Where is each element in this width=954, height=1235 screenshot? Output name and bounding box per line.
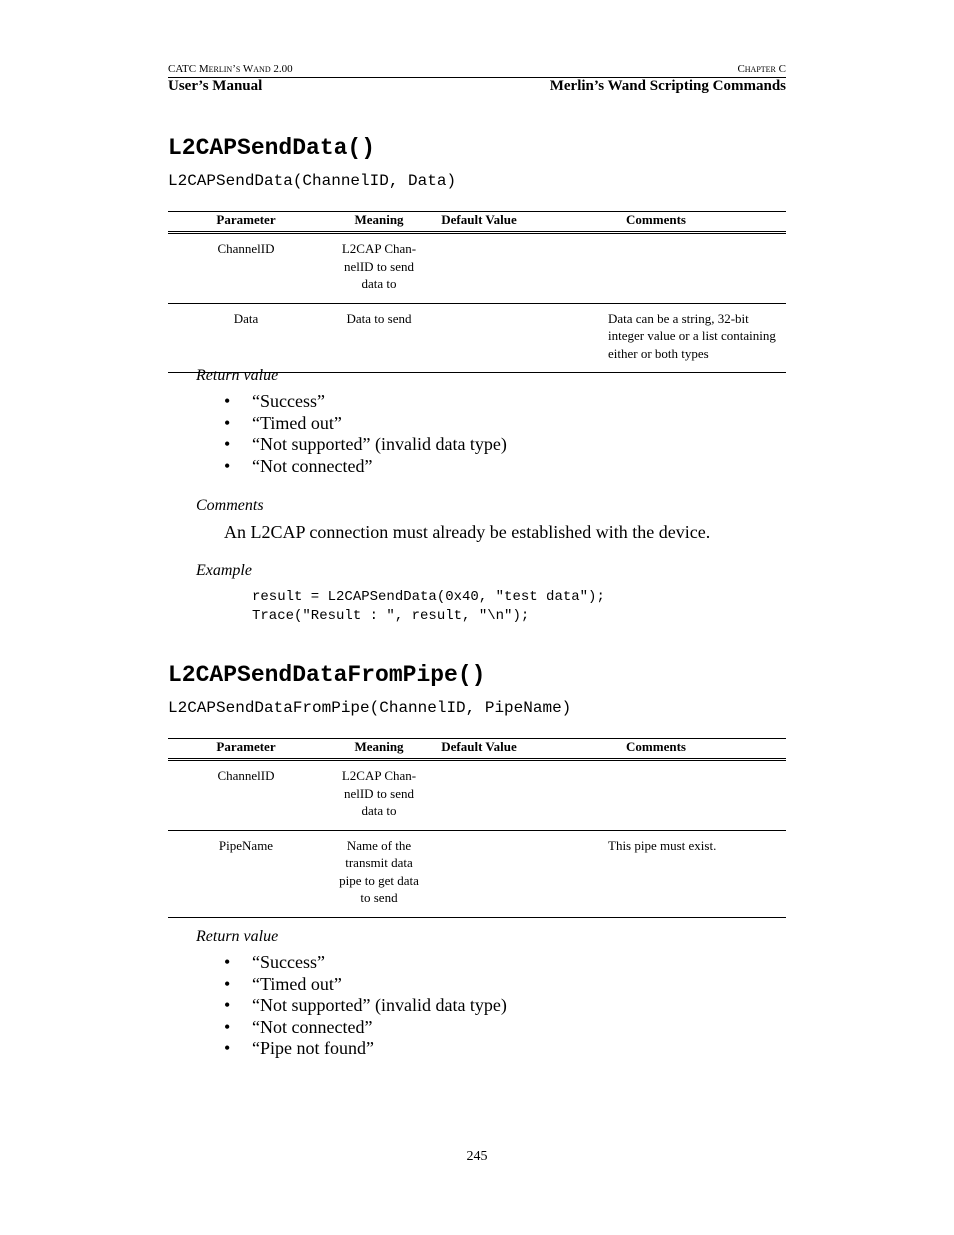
cell-parameter: ChannelID	[217, 768, 275, 783]
column-header-parameter: Parameter	[168, 739, 324, 760]
cell-meaning: L2CAP Chan-nelID to send data to	[341, 768, 417, 818]
column-header-comments: Comments	[524, 212, 786, 233]
return-value-label: Return value	[196, 928, 279, 945]
header-chapter-title: Merlin’s Wand Scripting Commands	[549, 78, 786, 94]
list-item: • “Not connected”	[224, 455, 373, 476]
list-item: • “Timed out”	[224, 412, 342, 433]
header-manual-name: User’s Manual	[168, 78, 263, 94]
running-header-top	[168, 63, 786, 77]
list-item: • “Not connected”	[224, 1016, 373, 1037]
list-item: • “Success”	[224, 952, 325, 972]
cell-comments	[524, 760, 786, 831]
cell-meaning: Data to send	[346, 310, 412, 326]
cell-default	[434, 760, 524, 831]
column-header-parameter: Parameter	[168, 212, 324, 233]
column-header-meaning: Meaning	[324, 739, 434, 760]
table-header-row	[168, 212, 786, 233]
table-header-row	[168, 739, 786, 760]
cell-comments: This pipe must exist.	[608, 837, 717, 853]
cell-default	[434, 303, 524, 373]
column-header-default-value: Default Value	[434, 212, 524, 233]
parameter-table	[168, 738, 786, 918]
table-row	[168, 233, 786, 304]
column-header-comments: Comments	[524, 739, 786, 760]
return-value-list	[224, 391, 507, 477]
cell-default	[434, 233, 524, 304]
cell-comments: Data can be a string, 32-bit integer value or a list containing either or both types	[608, 310, 776, 361]
comments-text: An L2CAP connection must already be established with the device.	[224, 522, 711, 542]
table-row	[168, 830, 786, 917]
cell-comments	[524, 233, 786, 304]
header-chapter: Chapter C	[737, 63, 786, 75]
cell-parameter: PipeName	[218, 837, 274, 853]
code-line: result = L2CAPSendData(0x40, "test data");	[252, 589, 605, 605]
list-item: • “Not supported” (invalid data type)	[224, 995, 507, 1016]
cell-parameter: Data	[233, 310, 259, 326]
function-signature: L2CAPSendDataFromPipe(ChannelID, PipeName)	[168, 699, 572, 717]
code-line: Trace("Result : ", result, "\n");	[252, 608, 530, 624]
column-header-meaning: Meaning	[324, 212, 434, 233]
parameter-table	[168, 211, 786, 373]
return-value-list	[224, 952, 507, 1060]
page-number: 245	[466, 1149, 488, 1164]
cell-default	[434, 830, 524, 917]
column-header-default-value: Default Value	[434, 739, 524, 760]
return-value-label: Return value	[196, 367, 279, 384]
example-code	[252, 588, 605, 626]
section-title: L2CAPSendData()	[168, 135, 376, 161]
list-item: • “Pipe not found”	[224, 1038, 374, 1059]
list-item: • “Timed out”	[224, 973, 342, 994]
comments-label: Comments	[196, 497, 264, 514]
cell-meaning: Name of the transmit data pipe to get data to send	[339, 837, 419, 905]
example-label: Example	[196, 562, 252, 579]
function-signature: L2CAPSendData(ChannelID, Data)	[168, 172, 457, 190]
section-title: L2CAPSendDataFromPipe()	[168, 662, 486, 688]
running-header-bottom	[168, 78, 786, 96]
list-item: • “Success”	[224, 391, 325, 411]
cell-parameter: ChannelID	[217, 241, 275, 256]
list-item: • “Not supported” (invalid data type)	[224, 434, 507, 455]
table-row	[168, 303, 786, 373]
cell-meaning: L2CAP Chan-nelID to send data to	[341, 241, 417, 291]
header-document-title: CATC Merlin’s Wand 2.00	[168, 63, 293, 75]
table-row	[168, 760, 786, 831]
